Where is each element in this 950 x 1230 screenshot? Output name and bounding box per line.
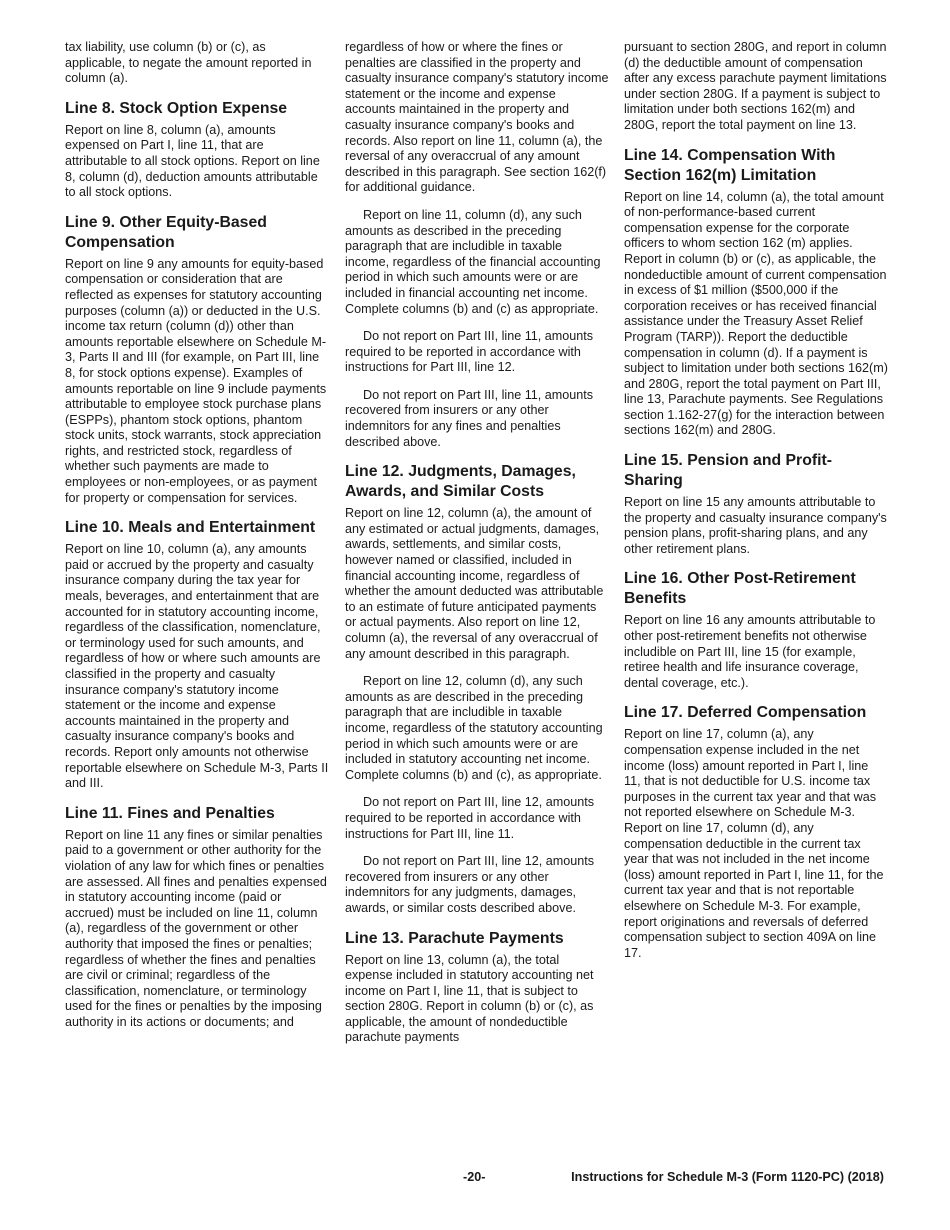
section-heading: Line 13. Parachute Payments — [345, 929, 564, 947]
section-heading: Line 10. Meals and Entertainment — [65, 519, 316, 537]
section-heading: Line 16. Other Post-Retirement Benefits — [624, 570, 856, 608]
paragraph: Report on line 9 any amounts for equity-based compensation or consideration that are reflected as expenses for statutory accounting purposes (column (a)) or deducted in the U.S. income tax return (column (d)) other than amounts reportable elsewhere on Schedule M-3, Parts II and III (for example, on Part III, line 8, for stock options expense). Examples of amounts reportable on line 9 include payments attributable to employee stock purchase plans (ESPPs), phantom stock options, phantom stock units, stock warrants, stock appreciation rights, and restricted stock, regardless of whether such payments are made to employees or non-employees, or as payment for property or compensation for services. — [65, 256, 327, 505]
paragraph: Report on line 15 any amounts attributable to the property and casualty insurance company's pension plans, profit-sharing plans, and any other retirement plans. — [624, 495, 887, 556]
section-heading: Line 8. Stock Option Expense — [65, 99, 288, 117]
paragraph: Report on line 13, column (a), the total expense included in statutory accounting net income on Part I, line 11, that is subject to section 280G. Report in column (b) or (c), as applicable, the amount of nondeductible parachute payments — [345, 952, 594, 1045]
paragraph: Report on line 16 any amounts attributable to other post-retirement benefits not otherwise includible on Part III, line 15 (for example, retiree health and life insurance coverage, dental coverage, etc.). — [624, 613, 876, 690]
column-3 — [624, 40, 888, 973]
paragraph: Do not report on Part III, line 11, amounts recovered from insurers or any other indemnitors for any fines and penalties described above. — [345, 387, 594, 449]
section-heading: Line 14. Compensation With Section 162(m) Limitation — [624, 146, 836, 184]
paragraph: Report on line 11 any fines or similar penalties paid to a government or other authority for the violation of any law for which fines or penalties are assessed. All fines and penalties expensed in statutory accounting income (paid or accrued) must be included on line 11, column (a), regardless of the government or other authority that imposed the fines or penalties; regardless of whether the fines and penalties are civil or criminal; regardless of the classification, nomenclature, or terminology used for the fines or penalties by the imposing authority in its actions or documents; and — [65, 827, 327, 1029]
column-2 — [345, 40, 609, 1058]
section-heading: Line 11. Fines and Penalties — [65, 804, 275, 822]
column-1 — [65, 40, 329, 1042]
paragraph: Report on line 8, column (a), amounts expensed on Part I, line 11, that are attributable to all stock options. Report on line 8, column (d), deduction amounts attributable to all stock options. — [65, 122, 320, 200]
section-heading: Line 17. Deferred Compensation — [624, 704, 867, 722]
paragraph: pursuant to section 280G, and report in column (d) the deductible amount of compensation after any excess parachute payment limitations under section 280G. If a payment is subject to limitation under both sections 162(m) and 280G, report the total payment on line 13. — [624, 40, 887, 132]
section-heading: Line 12. Judgments, Damages, Awards, and Similar Costs — [345, 463, 576, 501]
paragraph: Report on line 14, column (a), the total amount of non-performance-based current compensation expense for the corporate officers to whom section 162 (m) applies. Report in column (b) or (c), as applicable, the nondeductible amount of current compensation in excess of $1 million ($500,000 if the corporation receives or has received financial assistance under the Treasury Asset Relief Program (TARP)). Report the deductible compensation in column (d). If a payment is subject to limitation under both sections 162(m) and 280G, report the total payment on Part III, line 13, Parachute payments. See Regulations section 1.162-27(g) for the interaction between sections 162(m) and 280G. — [624, 189, 888, 438]
paragraph: regardless of how or where the fines or penalties are classified in the property and casualty insurance company's statutory income statement or the income and expense accounts maintained in the property and casualty insurance company's books and records. Also report on line 11, column (a), the reversal of any overaccrual of any amount described in this paragraph. See section 162(f) for additional guidance. — [345, 40, 609, 195]
paragraph: Report on line 17, column (a), any compensation expense included in the net income (loss) amount reported in Part I, line 11, that is not deductible for U.S. income tax purposes in the current tax year and that was not reported elsewhere on Schedule M-3. Report on line 17, column (d), any compensation deductible in the current tax year that was not included in the net income (loss) amount reported in Part I, line 11, for the current tax year and that is not reportable elsewhere on Schedule M-3. For example, report originations and reversals of deferred compensation subject to section 409A on line 17. — [624, 727, 884, 960]
paragraph: Report on line 12, column (d), any such amounts as are described in the preceding paragraph that are includible in taxable income, regardless of the statutory accounting period in which such amounts were or are included in statutory accounting net income. Complete columns (b) and (c), as appropriate. — [345, 674, 603, 782]
paragraph: tax liability, use column (b) or (c), as applicable, to negate the amount reported in column (a). — [65, 40, 312, 86]
section-heading: Line 9. Other Equity-Based Compensation — [65, 213, 267, 251]
paragraph: Do not report on Part III, line 11, amounts required to be reported in accordance with instructions for Part III, line 12. — [345, 329, 594, 375]
paragraph: Report on line 10, column (a), any amounts paid or accrued by the property and casualty insurance company during the tax year for meals, beverages, and entertainment that are accounted for in statutory accounting income, regardless of the classification, nomenclature, or terminology used for such amounts, and regardless of how or where such amounts are classified in the property and casualty insurance company's statutory income statement or the income and expense accounts maintained in the property and casualty insurance company's books and records. Report only amounts not otherwise reportable elsewhere on Schedule M-3, Parts II and III. — [65, 542, 329, 791]
page-number: -20- — [463, 1170, 486, 1184]
page-footer — [0, 1170, 950, 1186]
paragraph: Do not report on Part III, line 12, amounts required to be reported in accordance with instructions for Part III, line 11. — [345, 795, 595, 841]
paragraph: Report on line 12, column (a), the amount of any estimated or actual judgments, damages, awards, settlements, and similar costs, however named or classified, included in financial accounting income, regardless of whether the amount deducted was attributable to an estimate of future anticipated payments or actual payments. Also report on line 12, column (a), the reversal of any overaccrual of any amount described in this paragraph. — [345, 506, 604, 661]
paragraph: Do not report on Part III, line 12, amounts recovered from insurers or any other indemnitors for any judgments, damages, awards, or similar costs described above. — [345, 854, 595, 915]
section-heading: Line 15. Pension and Profit-Sharing — [624, 452, 833, 490]
paragraph: Report on line 11, column (d), any such amounts as described in the preceding paragraph that are includible in taxable income, regardless of the financial accounting period in which such amounts were or are included in financial accounting net income. Complete columns (b) and (c) as appropriate. — [345, 207, 601, 316]
document-title: Instructions for Schedule M-3 (Form 1120-PC) (2018) — [571, 1170, 884, 1184]
